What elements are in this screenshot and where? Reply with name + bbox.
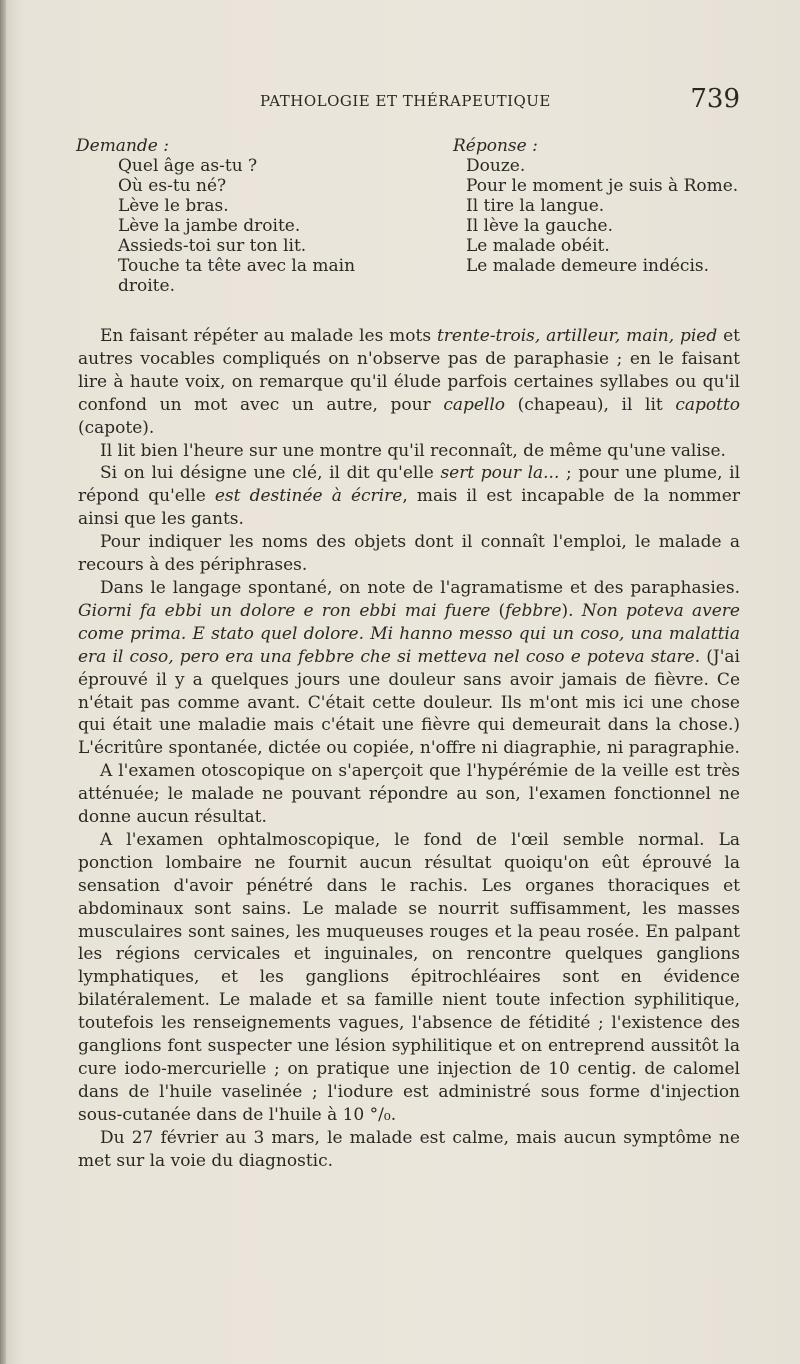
answers-heading: Réponse : [453,136,538,156]
paragraph: En faisant répéter au malade les mots trente-trois, artilleur, main, pied et autres vocables compliqués on n'observe pas de paraphasie ; en le faisant lire à haute voix, on remarque qu'il élude parfois certaines syllabes ou qu'il confond un mot avec un autre, pour capello (chapeau), il lit capotto (capote). [78,326,741,438]
body-text [78,325,740,1173]
paragraph: Dans le langage spontané, on note de l'agramatisme et des paraphasies. Giorni fa ebbi un dolore e ron ebbi mai fuere (febbre). Non poteva avere come prima. E stato quel dolore. Mi hanno messo qui un coso, una malattia era il coso, pero era una febbre che si metteva nel coso e poteva stare. (J'ai éprouvé il y a quelques jours une douleur sans avoir jamais de fièvre. Ce n'était pas comme avant. C'était cette douleur. Ils m'ont mis ici une chose qui était une maladie mais c'était une fièvre qui demeurait dans la chose.) L'écritûre spontanée, dictée ou copiée, n'offre ni diagraphie, ni paragraphie. [78,577,740,759]
paragraph: Si on lui désigne une clé, il dit qu'elle sert pour la... ; pour une plume, il répond qu'elle est destinée à écrire, mais il est incapable de la nommer ainsi que les gants. [78,463,741,530]
answer-line: Il lève la gauche. [466,216,613,236]
paragraph: Il lit bien l'heure sur une montre qu'il reconnaît, de même qu'une valise. [100,440,726,461]
paragraph: Du 27 février au 3 mars, le malade est calme, mais aucun symptôme ne met sur la voie du diagnostic. [78,1127,740,1171]
question-line: droite. [118,276,175,296]
page-header [80,84,740,118]
answer-line: Pour le moment je suis à Rome. [466,176,739,196]
page-number: 739 [690,84,740,114]
paragraph: A l'examen ophtalmoscopique, le fond de l'œil semble normal. La ponction lombaire ne fournit aucun résultat quoiqu'on eût éprouvé la sensation d'avoir pénétré dans le rachis. Les organes thoraciques et abdominaux sont sains. Le malade se nourrit suffisamment, les masses musculaires sont saines, les muqueuses rouges et la peau rosée. En palpant les régions cervicales et inguinales, on rencontre quelques ganglions lymphatiques, et les ganglions épitrochléaires sont en évidence bilatéralement. Le malade et sa famille nient toute infection syphilitique, toutefois les renseignements vagues, l'absence de fétidité ; l'existence des ganglions font suspecter une lésion syphilitique et on entreprend aussitôt la cure iodo-mercurielle ; on pratique une injection de 10 centig. de calomel dans de l'huile vaselinée ; l'iodure est administré sous forme d'injection sous-cutanée dans de l'huile à 10 °/₀. [78,829,740,1125]
question-answer-table [76,136,745,308]
question-line: Touche ta tête avec la main [118,256,356,276]
question-line: Lève la jambe droite. [118,216,301,236]
running-head: PATHOLOGIE ET THÉRAPEUTIQUE [260,92,551,110]
question-line: Assieds-toi sur ton lit. [118,236,307,256]
answer-line: Douze. [466,156,526,176]
paragraph: A l'examen otoscopique on s'aperçoit que l'hypérémie de la veille est très atténuée; le malade ne pouvant répondre au son, l'examen fonctionnel ne donne aucun résultat. [78,761,740,828]
questions-heading: Demande : [76,136,169,156]
question-line: Quel âge as-tu ? [118,156,258,176]
answer-line: Le malade obéit. [466,236,610,256]
question-line: Où es-tu né? [118,176,227,196]
questions-column [76,136,398,296]
answers-column [453,136,748,276]
paragraph: Pour indiquer les noms des objets dont il connaît l'emploi, le malade a recours à des périphrases. [78,532,740,576]
answer-line: Le malade demeure indécis. [466,256,710,276]
answer-line: Il tire la langue. [466,196,605,216]
question-line: Lève le bras. [118,196,229,216]
